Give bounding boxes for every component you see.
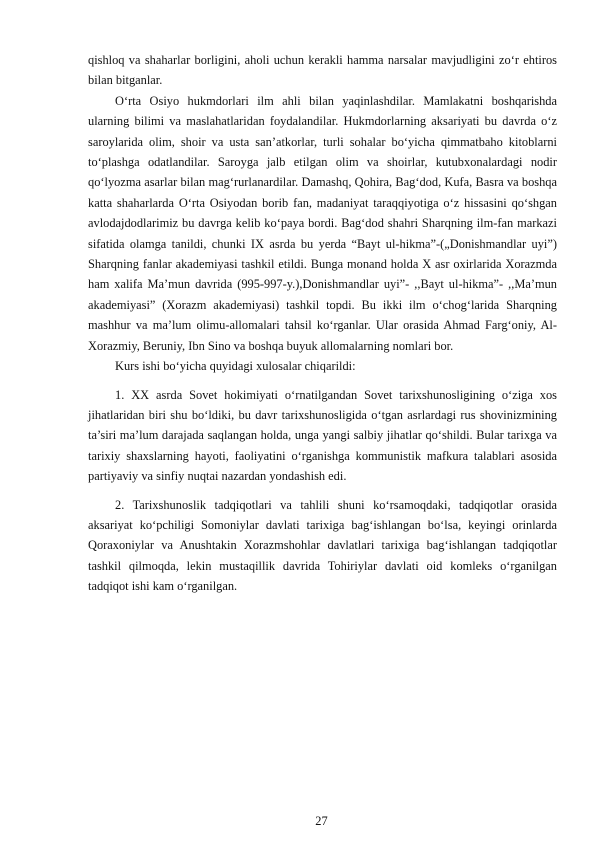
paragraph-continuation: qishloq va shaharlar borligini, aholi uchun kerakli hamma narsalar mavjudligini zo‘r ehtiros bilan bitganlar. (88, 53, 557, 88)
document-body (88, 50, 557, 597)
paragraph-rulers-and-scholars: O‘rta Osiyo hukmdorlari ilm ahli bilan yaqinlashdilar. Mamlakatni boshqarishda ularning bilimi va maslahatlaridan foydalandilar. Hukmdorlarning aksariyati bu davrda o‘z saroylarida olim, shoir va usta san’atkorlar, turli sohalar bo‘yicha qimmatbaho kitoblarni to‘plashga odatlandilar. Saroyga jalb etilgan olim va shoirlar, kutubxonalardagi nodir qo‘lyozma asarlar bilan mag‘rurlanardilar. Damashq, Qohira, Bag‘dod, Kufa, Basra va boshqa katta shaharlarda O‘rta Osiyodan borib fan, madaniyat taraqqiyotiga o‘z hissasini qo‘shgan avlodajdodlarimiz bu davrga kelib ko‘paya bordi. Bag‘dod shahri Sharqning ilm-fan markazi sifatida olamga tanildi, chunki IX asrda bu yerda “Bayt ul-hikma”-(„Donishmandlar uyi”) Sharqning fanlar akademiyasi tashkil etildi. Bunga monand holda X asr oxirlarida Xorazmda ham xalifa Ma’mun davrida (995-997-y.),Donishmandlar uyi”- ,,Bayt ul-hikma”- ,,Ma’mun akademiyasi” (Xorazm akademiyasi) tashkil topdi. Bu ikki ilm o‘chog‘larida Sharqning mashhur va ma’lum olimu-allomalari tahsil ko‘rganlar. Ular orasida Ahmad Farg‘oniy, Al-Xorazmiy, Beruniy, Ibn Sino va boshqa buyuk allomalarning nomlari bor. (88, 93, 557, 353)
paragraph-conclusion-1: 1. XX asrda Sovet hokimiyati o‘rnatilgandan Sovet tarixshunosligining o‘ziga xos jihatlaridan biri shu bo‘ldiki, bu davr tarixshunosligida o‘tgan asrlardagi rus shovinizmining ta’siri ma’lum darajada saqlangan holda, unga yangi salbiy jihatlar qo‘shildi. Bular tarixga va tarixiy shaxslarning hayoti, faoliyatini o‘rganishga kommunistik mafkura talablari asosida partiyaviy va sinfiy nuqtai nazardan yondashish edi. (88, 387, 557, 484)
page-number: 27 (315, 814, 328, 828)
paragraph-conclusions-intro: Kurs ishi bo‘yicha quyidagi xulosalar chiqarildi: (115, 359, 356, 374)
paragraph-conclusion-2: 2. Tarixshunoslik tadqiqotlari va tahlili shuni ko‘rsamoqdaki, tadqiqotlar orasida aksariyat ko‘pchiligi Somoniylar davlati tarixiga bag‘ishlangan bo‘lsa, keyingi orinlarda Qoraxoniylar va Anushtakin Xorazmshohlar davlatlari tarixiga bag‘ishlangan tadqiqotlar tashkil qilmoqda, lekin mustaqillik davrida Tohiriylar davlati oid komleks o‘rganilgan tadqiqot ishi kam o‘rganilgan. (88, 497, 557, 594)
